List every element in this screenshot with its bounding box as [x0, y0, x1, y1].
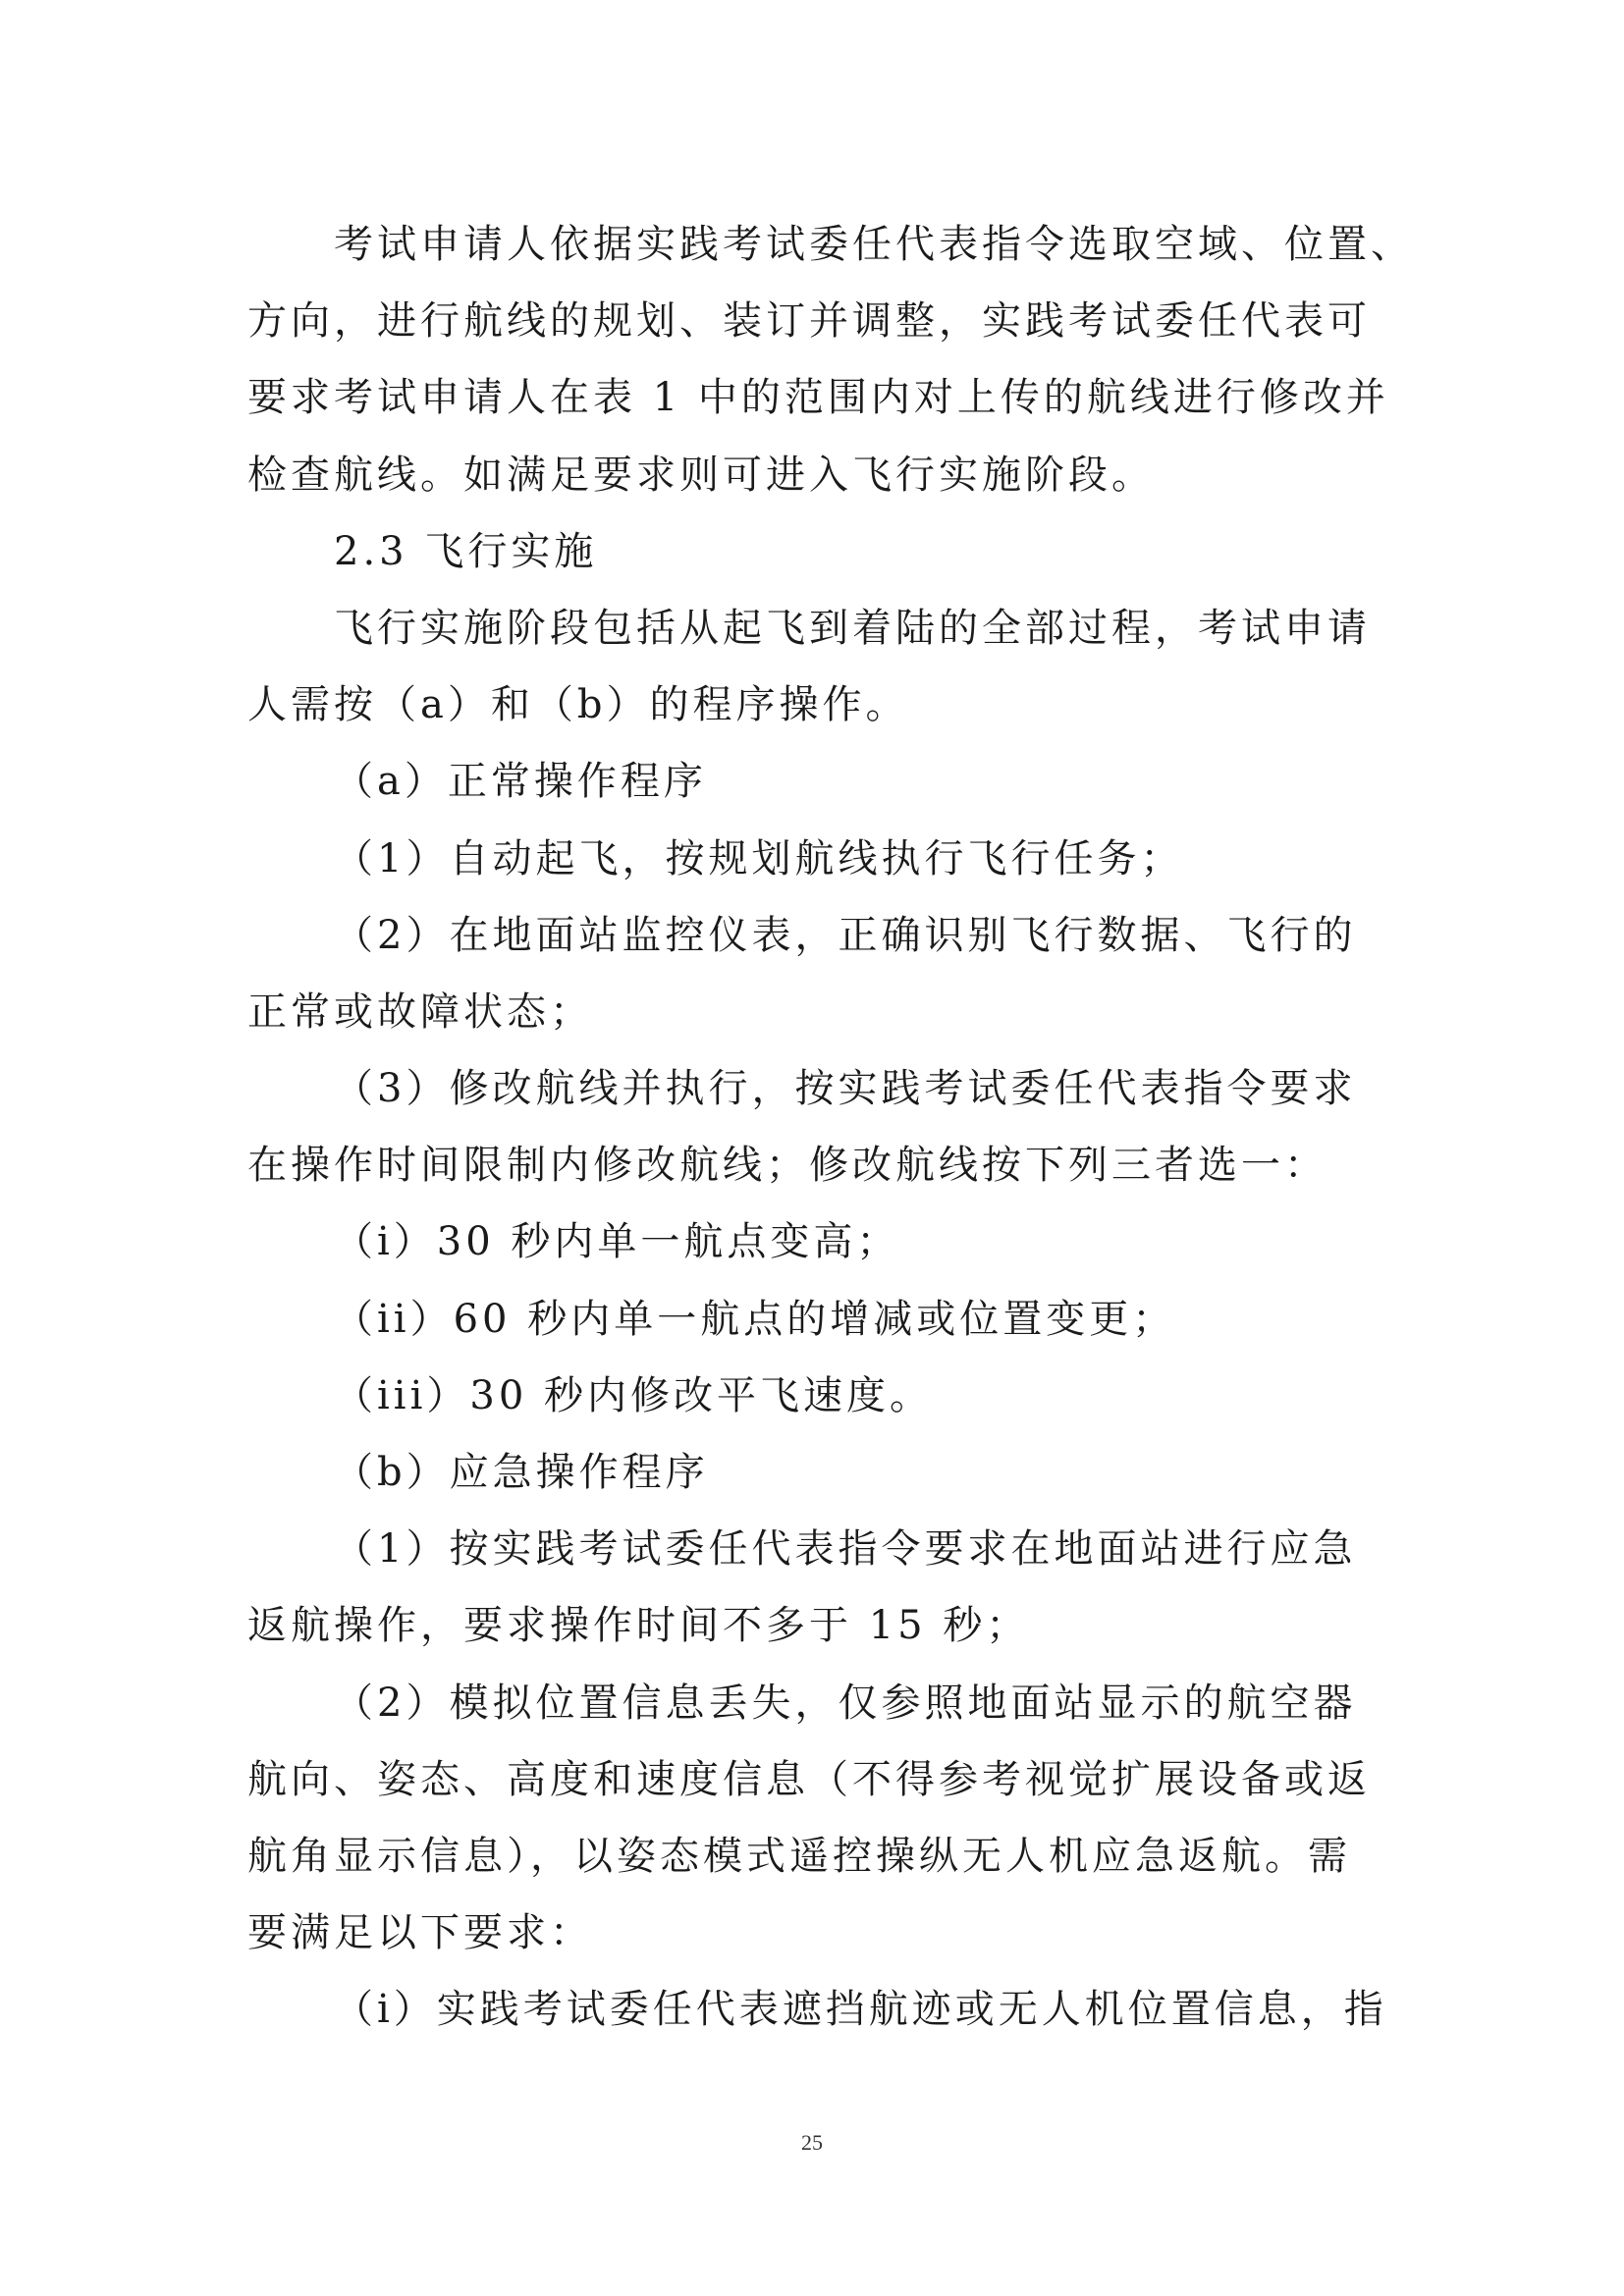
text-line: 航向、姿态、高度和速度信息（不得参考视觉扩展设备或返 [247, 1756, 1371, 1802]
text-line: 正常或故障状态； [247, 988, 593, 1035]
text-line: （1）按实践考试委任代表指令要求在地面站进行应急 [334, 1526, 1357, 1573]
text-line: 返航操作，要求操作时间不多于 15 秒； [247, 1603, 1030, 1649]
text-line: 2.3 飞行实施 [334, 528, 598, 574]
page-number: 25 [801, 2130, 823, 2155]
text-line: 人需按（a）和（b）的程序操作。 [247, 682, 909, 728]
text-line: （i）30 秒内单一航点变高； [334, 1219, 900, 1265]
text-line: （iii）30 秒内修改平飞速度。 [334, 1372, 933, 1418]
text-line: 要满足以下要求： [247, 1910, 593, 1956]
text-line: 要求考试申请人在表 1 中的范围内对上传的航线进行修改并 [247, 375, 1389, 421]
text-line: （i）实践考试委任代表遮挡航迹或无人机位置信息，指 [334, 1987, 1387, 2033]
text-line: （b）应急操作程序 [334, 1450, 709, 1495]
text-line: 在操作时间限制内修改航线；修改航线按下列三者选一： [247, 1143, 1327, 1189]
text-line: 航角显示信息），以姿态模式遥控操纵无人机应急返航。需 [247, 1833, 1351, 1879]
text-line: 考试申请人依据实践考试委任代表指令选取空域、位置、 [334, 222, 1414, 267]
text-line: （a）正常操作程序 [334, 759, 707, 805]
text-line: 飞行实施阶段包括从起飞到着陆的全部过程，考试申请 [334, 605, 1371, 651]
text-line: （ii）60 秒内单一航点的增减或位置变更； [334, 1296, 1176, 1342]
text-line: （2）在地面站监控仪表，正确识别飞行数据、飞行的 [334, 912, 1357, 958]
text-line: 检查航线。如满足要求则可进入飞行实施阶段。 [247, 452, 1155, 498]
text-line: （3）修改航线并执行，按实践考试委任代表指令要求 [334, 1066, 1357, 1112]
text-line: 方向，进行航线的规划、装订并调整，实践考试委任代表可 [247, 298, 1371, 345]
body-text [247, 206, 1414, 2049]
text-line: （1）自动起飞，按规划航线执行飞行任务； [334, 835, 1184, 881]
text-line: （2）模拟位置信息丢失，仅参照地面站显示的航空器 [334, 1680, 1357, 1726]
